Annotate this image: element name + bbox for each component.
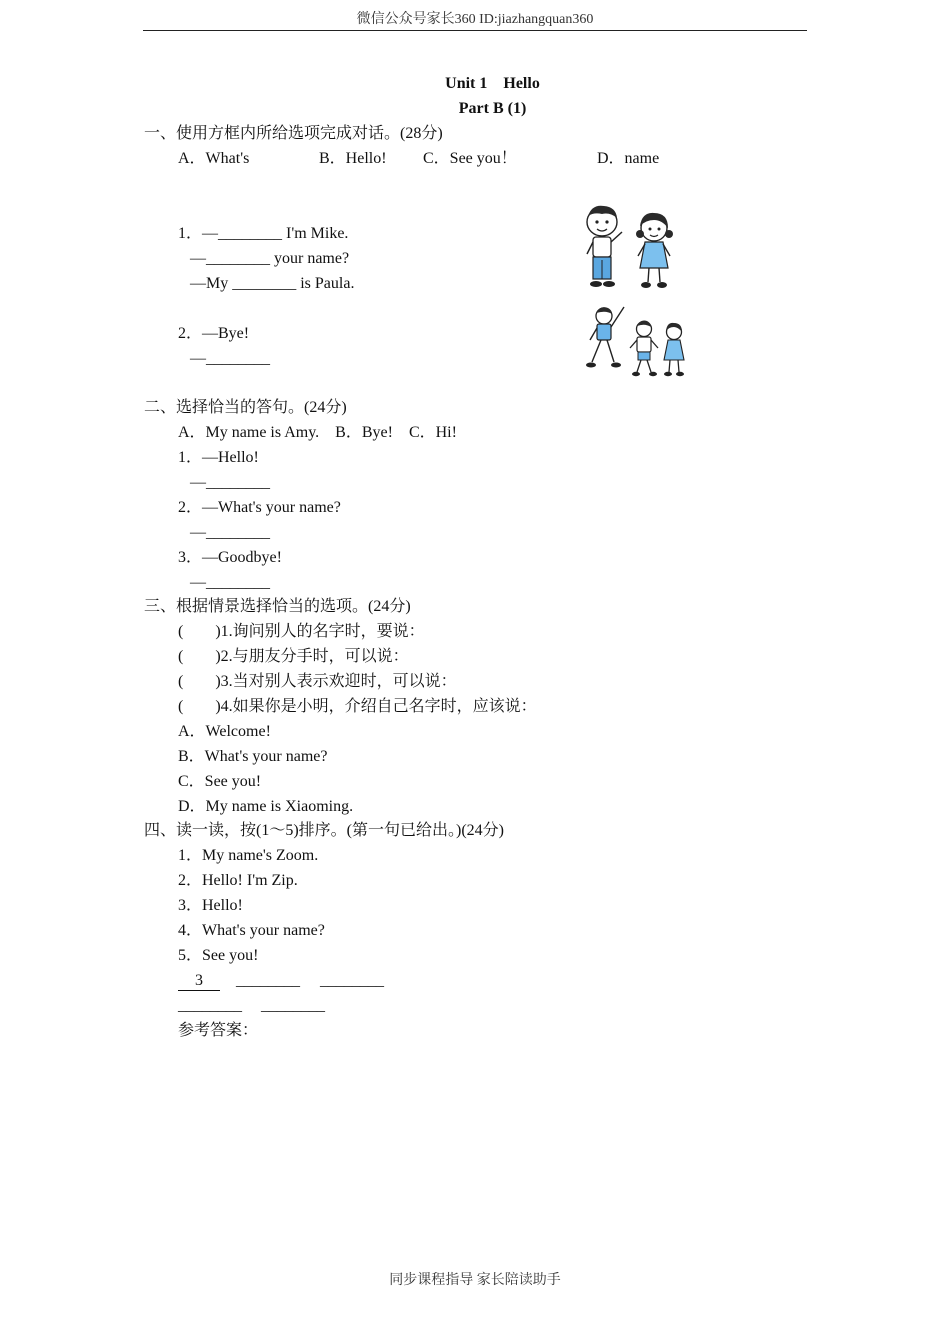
s4-order-blank-3: ________ bbox=[320, 972, 384, 989]
s4-item-2: 2．Hello! I'm Zip. bbox=[178, 872, 298, 889]
children-waving-goodbye-illustration bbox=[584, 302, 690, 380]
s1-q1-line3: —My ________ is Paula. bbox=[190, 275, 355, 292]
s2-q3: 3．—Goodbye! bbox=[178, 549, 282, 566]
s1-q2-line1: 2．—Bye! bbox=[178, 325, 250, 342]
s2-q2-answer: —________ bbox=[190, 524, 270, 541]
s3-item-3: ( )3.当对别人表示欢迎时，可以说： bbox=[178, 673, 457, 690]
s4-item-4: 4．What's your name? bbox=[178, 922, 325, 939]
s3-choice-a: A．Welcome! bbox=[178, 723, 271, 740]
section-4-heading: 四、读一读，按(1～5)排序。(第一句已给出。)(24分) bbox=[144, 822, 504, 839]
page-footer: 同步课程指导 家长陪读助手 bbox=[389, 1273, 561, 1288]
boy-girl-greeting-illustration bbox=[582, 202, 682, 294]
s4-item-5: 5．See you! bbox=[178, 947, 259, 964]
answers-label: 参考答案： bbox=[178, 1022, 259, 1039]
s3-choice-b: B．What's your name? bbox=[178, 748, 328, 765]
s1-option-a: A．What's bbox=[178, 150, 250, 167]
s1-option-b: B．Hello! bbox=[319, 150, 387, 167]
section-3-heading: 三、根据情景选择恰当的选项。(24分) bbox=[144, 598, 411, 615]
s4-order-blank-4: ________ bbox=[178, 997, 242, 1014]
page-header: 微信公众号家长360 ID:jiazhangquan360 bbox=[356, 12, 594, 27]
s1-option-c: C．See you！ bbox=[423, 150, 517, 167]
s3-choice-c: C．See you! bbox=[178, 773, 262, 790]
s2-q2: 2．—What's your name? bbox=[178, 499, 341, 516]
section-2-heading: 二、选择恰当的答句。(24分) bbox=[144, 399, 347, 416]
s1-q1-line2: —________ your name? bbox=[190, 250, 350, 267]
part-title: Part B (1) bbox=[458, 100, 527, 117]
s3-item-1: ( )1.询问别人的名字时，要说： bbox=[178, 623, 425, 640]
s4-order-given: 3 bbox=[178, 971, 220, 991]
s1-q2-line2: —________ bbox=[190, 350, 270, 367]
s2-q3-answer: —________ bbox=[190, 574, 270, 591]
s4-item-1: 1．My name's Zoom. bbox=[178, 847, 319, 864]
s2-options: A．My name is Amy. B．Bye! C．Hi! bbox=[178, 424, 457, 441]
s4-order-blank-2: ________ bbox=[236, 972, 300, 989]
s4-order-blank-5: ________ bbox=[261, 997, 325, 1014]
s3-item-2: ( )2.与朋友分手时，可以说： bbox=[178, 648, 409, 665]
s2-q1: 1．—Hello! bbox=[178, 449, 259, 466]
s3-choice-d: D．My name is Xiaoming. bbox=[178, 798, 354, 815]
s1-option-d: D．name bbox=[597, 150, 660, 167]
s1-q1-line1: 1．—________ I'm Mike. bbox=[178, 225, 349, 242]
s2-q1-answer: —________ bbox=[190, 474, 270, 491]
header-divider bbox=[143, 30, 807, 31]
s4-item-3: 3．Hello! bbox=[178, 897, 243, 914]
section-1-heading: 一、使用方框内所给选项完成对话。(28分) bbox=[144, 125, 443, 142]
s3-item-4: ( )4.如果你是小明，介绍自己名字时，应该说： bbox=[178, 698, 537, 715]
unit-title: Unit 1 Hello bbox=[445, 75, 540, 92]
